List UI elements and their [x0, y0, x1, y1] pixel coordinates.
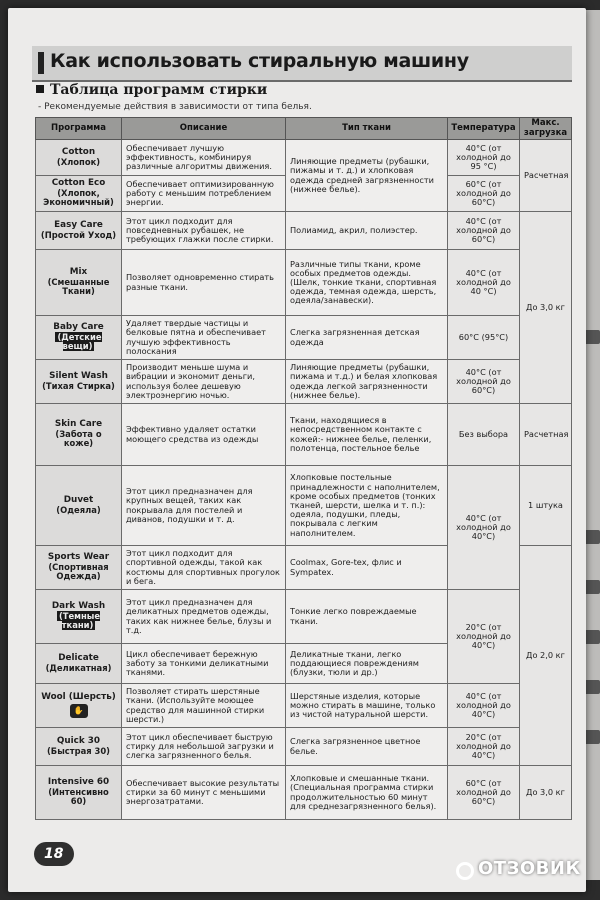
program-description: Цикл обеспечивает бережную заботу за тонкими деликатными тканями.: [122, 644, 286, 684]
program-name: [36, 404, 122, 466]
column-header-fabric: Тип ткани: [286, 118, 448, 140]
program-name: [36, 728, 122, 766]
program-description: Этот цикл подходит для спортивной одежды, такой как костюмы для спортивных прогулок и бега.: [122, 546, 286, 590]
fabric-type: Различные типы ткани, кроме особых предметов одежды. (Шелк, тонкие ткани, спортивная одежда, темная одежда, шерсть, одеяла/занавески).: [286, 250, 448, 316]
temperature: 40°C (от холодной до 40°C): [448, 466, 520, 590]
fabric-type: Ткани, находящиеся в непосредственном контакте с кожей:- нижнее белье, пеленки, полотенца, постельное белье: [286, 404, 448, 466]
program-label: Intensive 60: [47, 777, 110, 788]
program-name: [36, 176, 122, 212]
program-label: Mix: [69, 267, 88, 278]
program-sub-label: (Забота о коже): [55, 429, 102, 449]
program-table: [35, 117, 572, 820]
program-name: [36, 590, 122, 644]
section-title: [36, 82, 267, 98]
column-header-temperature: Температура: [448, 118, 520, 140]
program-name: [36, 140, 122, 176]
program-name: [36, 766, 122, 820]
program-sub-label: (Спортивная Одежда): [48, 562, 109, 582]
column-header-load: Макс. загрузка: [520, 118, 572, 140]
program-name: [36, 546, 122, 590]
bullet-square-icon: [36, 85, 44, 93]
program-sub-label: (Простой Уход): [40, 229, 117, 240]
program-sub-label: (Хлопок): [56, 156, 101, 167]
program-label: Quick 30: [56, 735, 101, 746]
program-name: [36, 212, 122, 250]
program-label: Wool (Шерсть): [41, 691, 116, 702]
temperature: 20°C (от холодной до 40°C): [448, 590, 520, 684]
max-load: До 3,0 кг: [520, 212, 572, 404]
temperature: 40°C (от холодной до 60°C): [448, 212, 520, 250]
program-sub-label: (Интенсивно 60): [48, 787, 109, 807]
table-row: [36, 590, 572, 644]
fabric-type: Полиамид, акрил, полиэстер.: [286, 212, 448, 250]
temperature: 40°C (от холодной до 40°C): [448, 684, 520, 728]
program-label: Sports Wear: [47, 552, 110, 563]
temperature: Без выбора: [448, 404, 520, 466]
program-name: [36, 644, 122, 684]
program-label: Silent Wash: [49, 370, 108, 381]
fabric-type: Линяющие предметы (рубашки, пижамы и т. д.) и хлопковая одежда средней загрязненности (нижнее белье).: [286, 140, 448, 212]
program-label: Duvet: [63, 494, 94, 505]
program-name: [36, 684, 122, 728]
program-description: Удаляет твердые частицы и белковые пятна и обеспечивает лучшую эффективность полоскания: [122, 316, 286, 360]
fabric-type: Деликатные ткани, легко поддающиеся повреждениям (блузки, тюли и др.): [286, 644, 448, 684]
table-row: [36, 766, 572, 820]
max-load: До 2,0 кг: [520, 546, 572, 766]
temperature: 40°C (от холодной до 40 °C): [448, 250, 520, 316]
fabric-type: Тонкие легко повреждаемые ткани.: [286, 590, 448, 644]
program-description: Этот цикл обеспечивает быструю стирку для небольшой загрузки и слегка загрязненного белья.: [122, 728, 286, 766]
fabric-type: Хлопковые постельные принадлежности с наполнителем, кроме особых предметов (тонких тканей, шерсти, шелка и т. п.): одеяла, подушки, пледы, покрывала с легким наполнителем.: [286, 466, 448, 546]
watermark-logo-icon: [456, 862, 474, 880]
table-row: [36, 316, 572, 360]
temperature: 40°C (от холодной до 95 °C): [448, 140, 520, 176]
program-label: Skin Care: [54, 419, 103, 430]
table-row: [36, 360, 572, 404]
page-title: Как использовать стиральную машину: [50, 50, 469, 72]
table-row: [36, 728, 572, 766]
program-label: Cotton Eco: [51, 178, 106, 189]
temperature: 60°C (от холодной до 60°C): [448, 176, 520, 212]
program-label: Delicate: [58, 652, 99, 663]
table-row: [36, 212, 572, 250]
table-row: [36, 250, 572, 316]
max-load: Расчетная: [520, 140, 572, 212]
program-description: Позволяет стирать шерстяные ткани. (Используйте моющее средство для машинной стирки шерсти.): [122, 684, 286, 728]
program-label: Dark Wash: [51, 601, 106, 612]
fabric-type: Слегка загрязненная детская одежда: [286, 316, 448, 360]
temperature: 40°C (от холодной до 60°C): [448, 360, 520, 404]
section-subtitle: - Рекомендуемые действия в зависимости от типа белья.: [38, 102, 312, 112]
temperature: 60°C (95°C): [448, 316, 520, 360]
program-sub-label: (Тихая Стирка): [42, 380, 115, 391]
header-bar: [32, 46, 572, 82]
fabric-type: Coolmax, Gore-tex, флис и Sympatex.: [286, 546, 448, 590]
wool-icon: ✋: [70, 704, 88, 718]
program-sub-label: (Деликатная): [45, 662, 112, 673]
program-label: Cotton: [61, 146, 96, 157]
program-description: Обеспечивает оптимизированную работу с меньшим потреблением энергии.: [122, 176, 286, 212]
program-name: [36, 360, 122, 404]
program-description: Позволяет одновременно стирать разные ткани.: [122, 250, 286, 316]
header-accent: [38, 52, 44, 74]
program-description: Обеспечивает высокие результаты стирки за 60 минут с меньшими энергозатратами.: [122, 766, 286, 820]
program-sub-label: (Смешанные Ткани): [47, 277, 110, 297]
table-row: [36, 404, 572, 466]
program-description: Обеспечивает лучшую эффективность, комбинируя различные алгоритмы движения.: [122, 140, 286, 176]
page-number-badge: [34, 842, 74, 866]
watermark: [456, 858, 581, 880]
fabric-type: Шерстяные изделия, которые можно стирать в машине, только из чистой натуральной шерсти.: [286, 684, 448, 728]
table-row: [36, 466, 572, 546]
program-name: [36, 250, 122, 316]
max-load: До 3,0 кг: [520, 766, 572, 820]
max-load: Расчетная: [520, 404, 572, 466]
program-sub-label: (Быстрая 30): [46, 745, 111, 756]
program-sub-label: (Темные ткани): [58, 611, 101, 631]
program-label: Baby Care: [53, 322, 104, 333]
program-description: Эффективно удаляет остатки моющего средства из одежды: [122, 404, 286, 466]
column-header-program: Программа: [36, 118, 122, 140]
program-sub-label: (Детские вещи): [57, 332, 102, 352]
program-description: Производит меньше шума и вибрации и экономит деньги, используя более дешевую электроэнергию ночью.: [122, 360, 286, 404]
program-description: Этот цикл предназначен для деликатных предметов одежды, таких как нижнее белье, блузы и т.д.: [122, 590, 286, 644]
program-label: Easy Care: [54, 219, 103, 230]
page-number: 18: [44, 846, 64, 862]
fabric-type: Слегка загрязненное цветное белье.: [286, 728, 448, 766]
temperature: 60°C (от холодной до 60°C): [448, 766, 520, 820]
watermark-text: ОТЗОВИК: [478, 858, 581, 879]
program-sub-label: (Одеяла): [56, 504, 101, 515]
temperature: 20°C (от холодной до 40°C): [448, 728, 520, 766]
table-header-row: [36, 118, 572, 140]
program-name: [36, 466, 122, 546]
fabric-type: Хлопковые и смешанные ткани. (Специальная программа стирки продолжительностью 60 минут для среднезагрязненного белья).: [286, 766, 448, 820]
max-load: 1 штука: [520, 466, 572, 546]
program-sub-label: (Хлопок, Экономичный): [43, 188, 114, 208]
table-row: [36, 684, 572, 728]
column-header-description: Описание: [122, 118, 286, 140]
program-description: Этот цикл подходит для повседневных рубашек, не требующих глажки после стирки.: [122, 212, 286, 250]
fabric-type: Линяющие предметы (рубашки, пижама и т.д.) и белая хлопковая одежда легкой загрязненности (нижнее белье).: [286, 360, 448, 404]
table-row: [36, 140, 572, 176]
program-name: [36, 316, 122, 360]
section-title-text: Таблица программ стирки: [50, 82, 268, 98]
program-description: Этот цикл предназначен для крупных вещей, таких как покрывала для постелей и диванов, подушки и т. д.: [122, 466, 286, 546]
